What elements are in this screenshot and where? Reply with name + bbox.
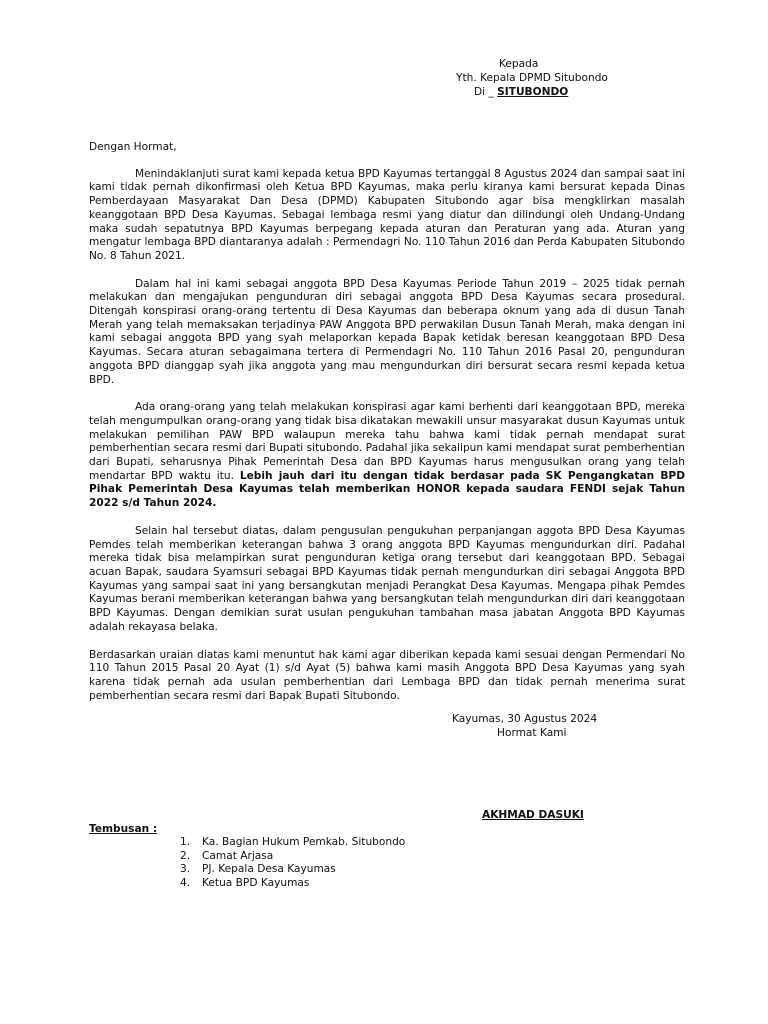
paragraph-1: Menindaklanjuti surat kami kepada ketua BPD Kayumas tertanggal 8 Agustus 2024 dan sampai saat ini kami tidak pernah dikonfirmasi oleh Ketua BPD Kayumas, maka perlu kiranya kami bersurat kepada Dinas Pemberdayaan Masyarakat Dan Desa (DPMD) Kabupaten Situbondo agar bisa mengklirkan masalah keanggotaan BPD Desa Kayumas. Sebagai lembaga resmi yang diatur dan dilindungi oleh Undang-Undang maka sudah sepatutnya BPD Kayumas berpegang kepada aturan dan Peraturan yang ada. Aturan yang mengatur lembaga BPD diantaranya adalah : Permendagri No. 110 Tahun 2016 dan Perda Kabupaten Situbondo No. 8 Tahun 2021. [89,167,685,262]
salutation: Dengan Hormat, [89,141,177,153]
recipient-kepada: Kepada [499,58,539,70]
place-date: Kayumas, 30 Agustus 2024 [452,713,598,725]
list-item [180,836,405,850]
recipient-di-prefix: Di _ [474,86,498,98]
regards: Hormat Kami [497,726,567,739]
list-item-number: 4. [180,877,191,890]
recipient-city: SITUBONDO [497,86,569,98]
list-item-text: Camat Arjasa [202,849,274,862]
tembusan-list [180,836,405,891]
paragraph-3-text: Ada orang-orang yang telah melakukan konspirasi agar kami berhenti dari keanggotaan BPD, mereka telah mengumpulkan orang-orang yang tidak bisa dikatakan mewakili unsur masyarakat dusun Kayumas untuk melakukan pemilihan PAW BPD walaupun mereka tahu bahwa kami tidak pernah mendapat surat pemberhentian secara resmi dari Bupati situbondo. Padahal jika sekalipun kami mendapat surat pemberhentian dari Bupati, seharusnya Pihak Pemerintah Desa dan BPD Kayumas harus mengusulkan orang yang telah mendartar BPD waktu itu. [89,401,685,482]
paragraph-3-bold-text: Lebih jauh dari itu dengan tidak berdasar pada SK Pengangkatan BPD Pihak Pemerintah Desa Kayumas telah memberikan HONOR kepada saudara FENDI sejak Tahun 2022 s/d Tahun 2024. [89,469,685,510]
list-item [180,863,405,877]
recipient-title: Yth. Kepala DPMD Situbondo [456,72,608,84]
signer-name: AKHMAD DASUKI [482,809,584,821]
list-item-text: Ketua BPD Kayumas [202,877,310,890]
list-item-text: Ka. Bagian Hukum Pemkab. Situbondo [202,836,406,848]
paragraph-4: Selain hal tersebut diatas, dalam pengusulan pengukuhan perpanjangan aggota BPD Desa Kayumas Pemdes telah memberikan keterangan bahwa 3 orang anggota BPD Kayumas mengundurkan diri. Padahal mereka tidak bisa melampirkan surat pengunduran ketiga orang tersebut dari keanggotaan BPD. Sebagai acuan Bapak, saudara Syamsuri sebagai BPD Kayumas tidak pernah mengundurkan diri sebagai Anggota BPD Kayumas yang sampai saat ini yang bersangkutan menjadi Perangkat Desa Kayumas. Mengapa pihak Pemdes Kayumas berani memberikan keterangan bahwa yang bersangkutan telah mengundurkan diri dari keanggotaan BPD Kayumas. Dengan demikian surat usulan pengukuhan tambahan masa jabatan Anggota BPD Kayumas adalah rekayasa belaka. [89,524,685,633]
tembusan-label: Tembusan : [89,823,158,835]
list-item-number: 2. [180,849,191,862]
paragraph-2: Dalam hal ini kami sebagai anggota BPD Desa Kayumas Periode Tahun 2019 – 2025 tidak pernah melakukan dan mengajukan pengunduran diri sebagai anggota BPD Desa Kayumas secara prosedural. Ditengah konspirasi orang-orang tertentu di Desa Kayumas dan beberapa oknum yang ada di dusun Tanah Merah yang telah memaksakan terjadinya PAW Anggota BPD perwakilan Dusun Tanah Merah, maka dengan ini kami sebagai anggota BPD yang syah melaporkan kepada Bapak ketidak beresan keanggotaan BPD Desa Kayumas. Secara aturan sebagaimana tertera di Permendagri No. 110 Tahun 2016 Pasal 20, pengunduran anggota BPD dianggap syah jika anggota yang mau mengundurkan diri bersurat secara resmi kepada ketua BPD. [89,277,685,386]
recipient-city-line [474,86,568,100]
list-item-text: PJ. Kepala Desa Kayumas [202,863,336,876]
list-item [180,877,405,891]
paragraph-3 [89,401,685,511]
list-item-number: 1. [180,836,191,848]
list-item [180,850,405,864]
paragraph-5: Berdasarkan uraian diatas kami menuntut hak kami agar diberikan kepada kami sesuai dengan Permendari No 110 Tahun 2015 Pasal 20 Ayat (1) s/d Ayat (5) bahwa kami masih Anggota BPD Desa Kayumas yang syah karena tidak pernah ada usulan pemberhentian dari Lembaga BPD dan tidak pernah menerima surat pemberhentian secara resmi dari Bapak Bupati Situbondo. [89,648,685,702]
closing-block [452,713,652,740]
letter-body [89,141,685,717]
list-item-number: 3. [180,863,191,876]
